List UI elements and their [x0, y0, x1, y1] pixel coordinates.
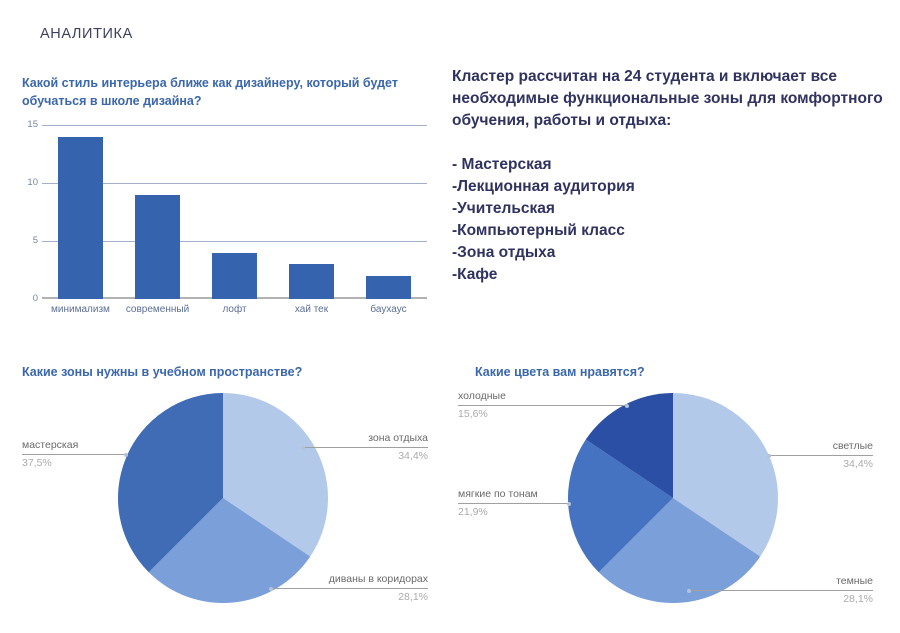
info-list-item: - Мастерская — [452, 156, 552, 173]
percent-label: 21,9% — [458, 506, 488, 518]
info-list-item: -Зона отдыха — [452, 244, 556, 261]
leader-line — [768, 455, 873, 456]
leader-dot — [269, 587, 273, 591]
pie-section-colors — [450, 355, 900, 633]
pie-label-zona-otdyha — [302, 432, 428, 463]
pie-label-masterskaya — [22, 439, 127, 470]
pie-slice-name: мягкие по тонам — [458, 488, 538, 500]
bar-category-label: лофт — [222, 304, 247, 316]
leader-line — [270, 588, 428, 589]
leader-dot — [567, 502, 571, 506]
percent-label: 34,4% — [398, 450, 428, 462]
page-title: АНАЛИТИКА — [40, 26, 133, 42]
bar-2 — [212, 253, 257, 299]
bar-chart-section — [22, 74, 428, 315]
pie-section-zones — [0, 355, 450, 633]
pie-slice-name: зона отдыха — [368, 432, 428, 444]
leader-line — [688, 590, 873, 591]
leader-dot — [124, 453, 128, 457]
info-spacer — [452, 132, 890, 154]
y-tick-label: 15 — [27, 119, 38, 131]
leader-dot — [767, 454, 771, 458]
info-list-item: -Кафе — [452, 266, 498, 283]
pie-label-temnye — [688, 575, 873, 606]
percent-label: 28,1% — [843, 593, 873, 605]
leader-line — [22, 454, 127, 455]
bar-0 — [58, 137, 103, 299]
pie-label-svetlye — [768, 440, 873, 471]
leader-line — [458, 503, 570, 504]
bar-chart-title: Какой стиль интерьера ближе как дизайнеру, который будет обучаться в школе дизайна? — [22, 76, 398, 109]
percent-label: 34,4% — [843, 458, 873, 470]
leader-dot — [301, 446, 305, 450]
bar-category-label: минимализм — [51, 304, 110, 316]
percent-label: 15,6% — [458, 408, 488, 420]
bar-slot — [196, 125, 273, 299]
bar-1 — [135, 195, 180, 299]
info-list — [452, 154, 890, 286]
bar-category-label: баухаус — [370, 304, 407, 316]
y-tick-label: 10 — [27, 177, 38, 189]
pie-zones-title: Какие зоны нужны в учебном пространстве? — [22, 365, 303, 379]
bar-slot — [350, 125, 427, 299]
y-tick-label: 0 — [32, 293, 38, 305]
info-list-item: -Лекционная аудитория — [452, 178, 635, 195]
percent-label: 37,5% — [22, 457, 52, 469]
bar-4 — [366, 276, 411, 299]
bar-category-label: хай тек — [294, 304, 329, 316]
bar-slot — [119, 125, 196, 299]
pie-colors-title: Какие цвета вам нравятся? — [475, 365, 645, 379]
pie-label-holodnye — [458, 390, 628, 421]
leader-line — [458, 405, 628, 406]
leader-line — [302, 447, 428, 448]
leader-dot — [625, 404, 629, 408]
info-list-item: -Компьютерный класс — [452, 222, 625, 239]
info-panel — [452, 66, 890, 286]
info-paragraph: Кластер рассчитан на 24 студента и включает все необходимые функциональные зоны для комфортного обучения, работы и отдыха: — [452, 68, 883, 129]
pie-slice-name: светлые — [832, 440, 873, 452]
pie-label-myagkie — [458, 488, 570, 519]
percent-label: 28,1% — [398, 591, 428, 603]
bar-chart-plot — [27, 119, 427, 305]
leader-dot — [687, 589, 691, 593]
pie-slice-name: темные — [836, 575, 873, 587]
bar-slot — [273, 125, 350, 299]
bar-slot — [42, 125, 119, 299]
pie-label-divany — [270, 573, 428, 604]
bar-category-label: современный — [125, 304, 190, 316]
pie-slice-name: диваны в коридорах — [328, 573, 428, 585]
bar-category-labels — [42, 304, 427, 315]
pie-slice-name: холодные — [458, 390, 506, 402]
pie-slice-name: мастерская — [22, 439, 79, 451]
y-tick-label: 5 — [32, 235, 38, 247]
info-list-item: -Учительская — [452, 200, 555, 217]
bar-group — [42, 125, 427, 299]
bar-3 — [289, 264, 334, 299]
